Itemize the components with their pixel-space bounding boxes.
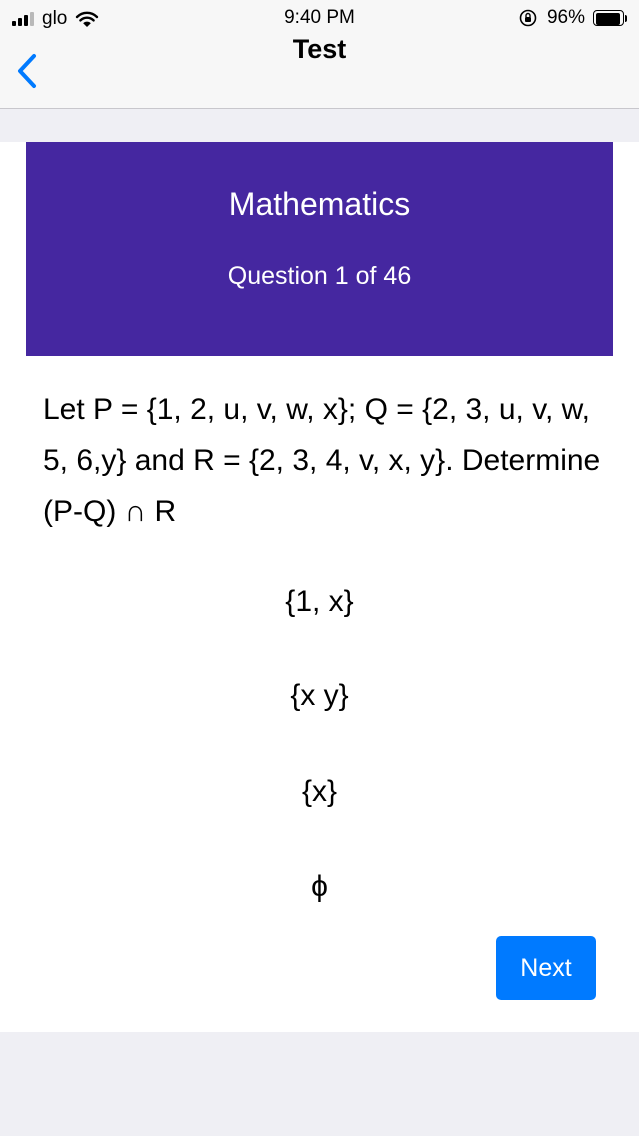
question-card (0, 142, 639, 1032)
question-progress: Question 1 of 46 (227, 262, 412, 290)
top-bar (0, 0, 639, 109)
battery-percent: 96% (546, 7, 585, 28)
status-bar (0, 0, 639, 36)
answer-option-4[interactable]: ϕ (311, 870, 328, 903)
subject-title: Mathematics (228, 186, 411, 222)
question-text: Let P = {1, 2, u, v, w, x}; Q = {2, 3, u, v, w, 5, 6,y} and R = {2, 3, 4, v, x, y}. Determine (P-Q) ∩ R (43, 393, 601, 528)
page-title: Test (292, 34, 347, 64)
carrier-label: glo (42, 8, 68, 29)
answer-option-2[interactable]: {x y} (290, 679, 349, 712)
rotation-lock-icon (519, 9, 537, 27)
answer-option-3[interactable]: {x} (301, 775, 338, 808)
battery-icon (593, 10, 627, 26)
next-button[interactable]: Next (496, 936, 596, 1000)
status-right (519, 7, 627, 29)
subject-banner (26, 142, 613, 356)
answer-option-1[interactable]: {1, x} (285, 585, 354, 618)
status-time: 9:40 PM (284, 7, 355, 28)
